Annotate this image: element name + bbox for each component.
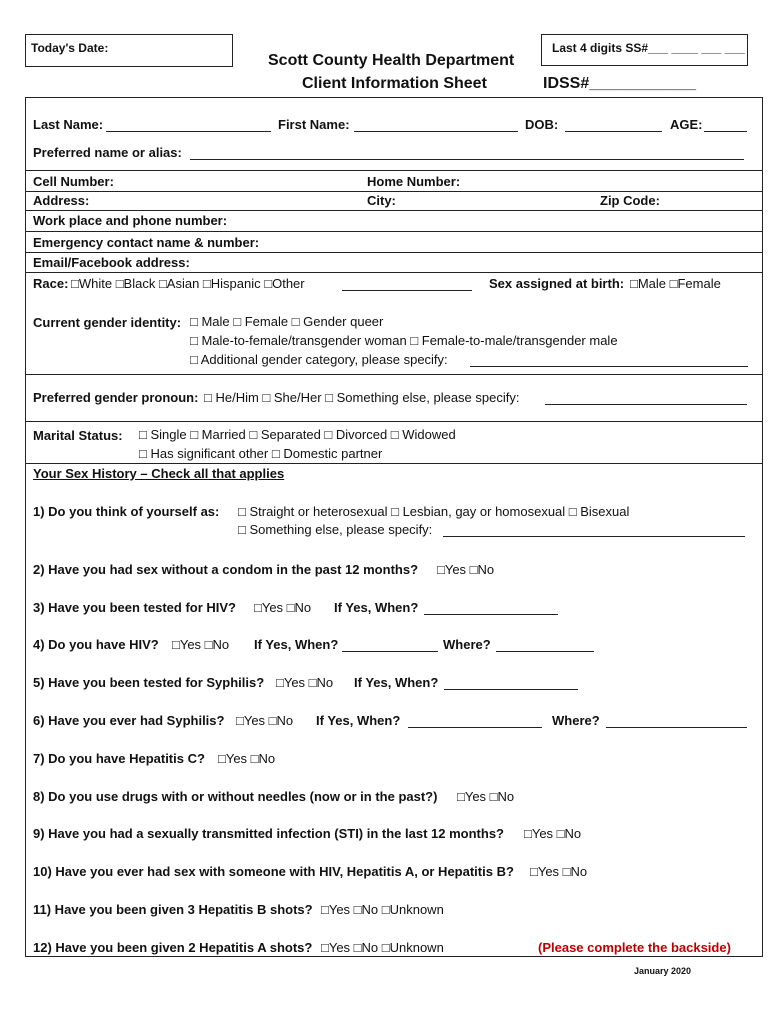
first-name-label: First Name: — [278, 117, 350, 132]
q5-label: 5) Have you been tested for Syphilis? — [33, 675, 265, 690]
pronoun-options[interactable]: □ He/Him □ She/Her □ Something else, please specify: — [204, 390, 520, 405]
race-other-field[interactable] — [342, 290, 472, 291]
q9-label: 9) Have you had a sexually transmitted infection (STI) in the last 12 months? — [33, 826, 504, 841]
divider — [25, 170, 762, 171]
age-field[interactable] — [704, 131, 747, 132]
q8-label: 8) Do you use drugs with or without needles (now or in the past?) — [33, 789, 438, 804]
q3-when-field[interactable] — [424, 614, 558, 615]
q6-options[interactable]: □Yes □No — [236, 713, 294, 728]
q3-options[interactable]: □Yes □No — [254, 600, 312, 615]
q12-label: 12) Have you been given 2 Hepatitis A shots? — [33, 940, 313, 955]
cell-number-label: Cell Number: — [33, 174, 114, 189]
q4-where-label: Where? — [443, 637, 491, 652]
dob-field[interactable] — [565, 131, 662, 132]
todays-date-label: Today's Date: — [31, 41, 109, 55]
q4-options[interactable]: □Yes □No — [172, 637, 230, 652]
q1-options-line1[interactable]: □ Straight or heterosexual □ Lesbian, gay or homosexual □ Bisexual — [238, 504, 630, 519]
gender-identity-label: Current gender identity: — [33, 315, 182, 330]
page-title: Scott County Health Department — [268, 52, 515, 69]
q9-options[interactable]: □Yes □No — [524, 826, 582, 841]
marital-options-line1[interactable]: □ Single □ Married □ Separated □ Divorced □ Widowed — [139, 427, 456, 442]
divider — [25, 252, 762, 253]
q6-when-label: If Yes, When? — [316, 713, 401, 728]
q6-when-field[interactable] — [408, 727, 542, 728]
divider — [25, 272, 762, 273]
divider — [25, 374, 762, 375]
last-name-field[interactable] — [106, 131, 271, 132]
gender-options-line2[interactable]: □ Male-to-female/transgender woman □ Female-to-male/transgender male — [190, 333, 618, 348]
preferred-name-label: Preferred name or alias: — [33, 145, 182, 160]
q5-options[interactable]: □Yes □No — [276, 675, 334, 690]
sex-assigned-options[interactable]: □Male □Female — [630, 276, 721, 291]
q1-options-line2[interactable]: □ Something else, please specify: — [238, 522, 433, 537]
divider — [25, 210, 762, 211]
preferred-name-field[interactable] — [190, 159, 744, 160]
ss-digits-label: Last 4 digits SS#___ ____ ___ ___ — [552, 41, 745, 55]
gender-options-line3[interactable]: □ Additional gender category, please specify: — [190, 352, 448, 367]
pronoun-specify-field[interactable] — [545, 404, 747, 405]
marital-options-line2[interactable]: □ Has significant other □ Domestic partner — [139, 446, 383, 461]
city-label: City: — [367, 193, 396, 208]
address-label: Address: — [33, 193, 90, 208]
q11-label: 11) Have you been given 3 Hepatitis B shots? — [33, 902, 313, 917]
first-name-field[interactable] — [354, 131, 518, 132]
pronoun-label: Preferred gender pronoun: — [33, 390, 199, 405]
gender-options-line1[interactable]: □ Male □ Female □ Gender queer — [190, 314, 384, 329]
race-options[interactable]: □White □Black □Asian □Hispanic □Other — [71, 276, 305, 291]
race-label: Race: — [33, 276, 69, 291]
q5-when-label: If Yes, When? — [354, 675, 439, 690]
q2-label: 2) Have you had sex without a condom in the past 12 months? — [33, 562, 419, 577]
divider — [25, 421, 762, 422]
dob-label: DOB: — [525, 117, 559, 132]
q2-options[interactable]: □Yes □No — [437, 562, 495, 577]
q8-options[interactable]: □Yes □No — [457, 789, 515, 804]
idss-label: IDSS#____________ — [543, 75, 697, 92]
q6-where-label: Where? — [552, 713, 600, 728]
sex-assigned-label: Sex assigned at birth: — [489, 276, 625, 291]
q1-specify-field[interactable] — [443, 536, 745, 537]
q4-where-field[interactable] — [496, 651, 594, 652]
divider — [25, 463, 762, 464]
marital-status-label: Marital Status: — [33, 428, 123, 443]
q3-when-label: If Yes, When? — [334, 600, 419, 615]
q3-label: 3) Have you been tested for HIV? — [33, 600, 236, 615]
q4-when-field[interactable] — [342, 651, 438, 652]
home-number-label: Home Number: — [367, 174, 461, 189]
zip-label: Zip Code: — [600, 193, 660, 208]
q4-when-label: If Yes, When? — [254, 637, 339, 652]
q5-when-field[interactable] — [444, 689, 578, 690]
last-name-label: Last Name: — [33, 117, 104, 132]
q4-label: 4) Do you have HIV? — [33, 637, 159, 652]
work-place-label: Work place and phone number: — [33, 213, 228, 228]
q6-where-field[interactable] — [606, 727, 747, 728]
q6-label: 6) Have you ever had Syphilis? — [33, 713, 225, 728]
q7-label: 7) Do you have Hepatitis C? — [33, 751, 205, 766]
divider — [25, 191, 762, 192]
q10-options[interactable]: □Yes □No — [530, 864, 588, 879]
emergency-contact-label: Emergency contact name & number: — [33, 235, 260, 250]
q12-options[interactable]: □Yes □No □Unknown — [321, 940, 444, 955]
gender-specify-field[interactable] — [470, 366, 748, 367]
footer-date: January 2020 — [634, 966, 692, 976]
q11-options[interactable]: □Yes □No □Unknown — [321, 902, 444, 917]
age-label: AGE: — [670, 117, 703, 132]
q1-label: 1) Do you think of yourself as: — [33, 504, 220, 519]
divider — [25, 231, 762, 232]
complete-backside-note: (Please complete the backside) — [538, 940, 731, 955]
page-subtitle: Client Information Sheet — [302, 75, 487, 92]
sex-history-heading: Your Sex History – Check all that applies — [33, 466, 285, 481]
email-label: Email/Facebook address: — [33, 255, 190, 270]
q7-options[interactable]: □Yes □No — [218, 751, 276, 766]
q10-label: 10) Have you ever had sex with someone with HIV, Hepatitis A, or Hepatitis B? — [33, 864, 514, 879]
